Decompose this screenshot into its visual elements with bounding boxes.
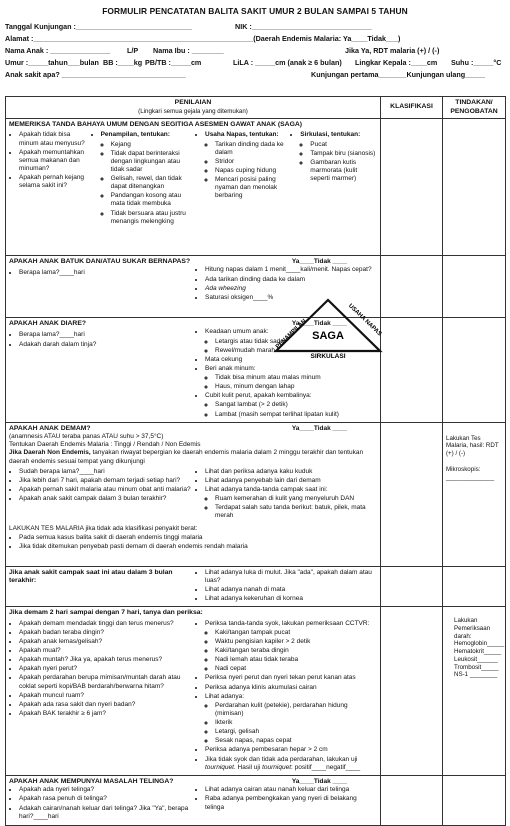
telinga-yatidak[interactable]: Ya____Tidak ____ bbox=[291, 777, 347, 785]
sirkulasi-list bbox=[290, 141, 377, 184]
list-item[interactable]: • Lihat adanya nanah di mata bbox=[205, 586, 377, 594]
telinga-section bbox=[6, 775, 506, 825]
campak-title: Jika anak sakit campak saat ini atau dalam 3 bulan terakhir: bbox=[9, 568, 173, 585]
triangle-right-label: USAHA NAPAS bbox=[346, 302, 382, 337]
hemoglobin-field[interactable]: Hemoglobin_____ bbox=[454, 640, 505, 648]
list-item[interactable]: ◦ Gambaran kutis marmorata (kulit seperti marmer) bbox=[310, 159, 377, 183]
gender-field[interactable]: L/P bbox=[127, 45, 139, 55]
kunjungan-field[interactable]: Kunjungan pertama_______Kunjungan ulang_____ bbox=[311, 69, 486, 79]
klasifikasi-header: KLASIFIKASI bbox=[381, 97, 443, 119]
umur-field[interactable]: Umur :_____tahun___bulan bbox=[5, 57, 99, 67]
campak-tindakan-cell[interactable] bbox=[443, 566, 506, 607]
list-item[interactable]: ◦ Haus, minum dengan lahap bbox=[215, 383, 377, 391]
list-item[interactable]: ◦ Stridor bbox=[215, 158, 286, 166]
triangle-left-label: PENAMPILAN bbox=[274, 317, 308, 350]
saga-klasifikasi-cell[interactable] bbox=[381, 119, 443, 256]
list-item[interactable]: • Lihat adanya kekeruhan di kornea bbox=[205, 595, 377, 603]
list-item[interactable]: ◦ Gelisah, rewel, dan tidak dapat ditenangkan bbox=[111, 175, 191, 191]
list-item[interactable]: ◦ Ikterik bbox=[215, 719, 377, 727]
list-item[interactable]: • Apakah tidak bisa minum atau menyusu? bbox=[19, 131, 87, 147]
list-item[interactable]: ◦ Tidak bisa minum atau malas minum bbox=[215, 374, 377, 382]
form-title: FORMULIR PENCATATAN BALITA SAKIT UMUR 2 BULAN SAMPAI 5 TAHUN bbox=[102, 6, 408, 16]
anak-sakit-field[interactable]: Anak sakit apa? _______________________________ bbox=[5, 69, 186, 79]
list-item[interactable]: ◦ Kaki/tangan teraba dingin bbox=[215, 647, 377, 655]
list-item[interactable]: • Apakah rasa penuh di telinga? bbox=[19, 795, 191, 803]
diare-tindakan-cell[interactable] bbox=[443, 318, 506, 423]
list-item[interactable]: • Apakah anak lemas/gelisah? bbox=[19, 638, 191, 646]
saga-questions bbox=[9, 131, 87, 190]
list-item: • Pada semua kasus balita sakit di daerah endemis tinggi malaria bbox=[19, 534, 377, 542]
list-item: • Lihat adanya tanda-tanda campak saat ini: bbox=[205, 486, 377, 494]
alamat-field[interactable]: Alamat :_______________________________________________________(Daerah Endemis Malaria: Ya____Tidak___) bbox=[5, 33, 401, 43]
list-item[interactable]: • Apakah pernah sakit malaria atau minum obat anti malaria? bbox=[19, 486, 191, 494]
list-item[interactable]: • Mata cekung bbox=[205, 356, 377, 364]
demam-2-7-section bbox=[6, 607, 506, 776]
saga-title: MEMERIKSA TANDA BAHAYA UMUM DENGAN SEGITIGA ASESMEN GAWAT ANAK (SAGA) bbox=[9, 121, 303, 128]
batuk-yatidak[interactable]: Ya____Tidak ____ bbox=[291, 258, 347, 265]
list-item[interactable]: ◦ Perdarahan kulit (petekie), perdarahan hidung (mimisan) bbox=[215, 702, 377, 718]
list-item[interactable]: • Raba adanya pembengkakan yang nyeri di belakang telinga bbox=[205, 795, 377, 811]
usaha-napas-list bbox=[195, 141, 286, 201]
list-item[interactable]: • Lihat adanya penyebab lain dari demam bbox=[205, 477, 377, 485]
list-item[interactable]: ◦ Sesak napas, napas cepat bbox=[215, 737, 377, 745]
mikroskopis-field[interactable]: Mikroskopis: ______________ bbox=[446, 465, 495, 481]
demam-tindakan-cell[interactable] bbox=[443, 422, 506, 566]
batuk-tindakan-cell[interactable] bbox=[443, 256, 506, 318]
triangle-center-label: SAGA bbox=[311, 329, 344, 342]
list-item[interactable]: ◦ Rewel/mudah marah bbox=[215, 347, 377, 355]
diare-klasifikasi-cell[interactable] bbox=[381, 318, 443, 423]
list-item: • Periksa tanda-tanda syok, lakukan pemeriksaan CCTVR: bbox=[205, 620, 377, 628]
list-item[interactable]: ◦ Letargis atau tidak sadar bbox=[215, 338, 377, 346]
rdt-malaria-field[interactable]: Jika Ya, RDT malaria (+) / (-) bbox=[345, 45, 440, 55]
list-item: • Jika tidak ditemukan penyebab pasti demam di daerah endemis rendah malaria bbox=[19, 543, 377, 551]
campak-klasifikasi-cell[interactable] bbox=[381, 566, 443, 607]
demam-2-7-title: Jika demam 2 hari sampai dengan 7 hari, tanya dan periksa: bbox=[9, 609, 203, 617]
batuk-section bbox=[6, 256, 506, 318]
tourniquet-item[interactable]: • Jika tidak syok dan tidak ada perdarahan, lakukan uji tourniquet. Hasil uji tourniquet: positif____negatif____ bbox=[205, 756, 377, 772]
diare-title: APAKAH ANAK DIARE? bbox=[9, 320, 87, 327]
saga-section bbox=[6, 119, 506, 256]
diare-yatidak[interactable]: Ya____Tidak ____ bbox=[291, 320, 347, 327]
list-item[interactable]: • Saturasi oksigen____% bbox=[205, 294, 377, 302]
list-item[interactable]: • Ada wheezing bbox=[205, 285, 377, 293]
list-item[interactable]: • Periksa adanya klinis akumulasi cairan bbox=[205, 684, 377, 692]
list-item[interactable]: • Apakah ada rasa sakit dan nyeri badan? bbox=[19, 701, 191, 709]
list-item[interactable]: • Berapa lama?____hari bbox=[19, 331, 191, 339]
list-item[interactable]: ◦ Sangat lambat (> 2 detik) bbox=[215, 401, 377, 409]
list-item[interactable]: • Sudah berapa lama?____hari bbox=[19, 468, 191, 476]
list-item[interactable]: • Apakah demam mendadak tinggi dan terus menerus? bbox=[19, 620, 191, 628]
list-item[interactable]: • Apakah muncul ruam? bbox=[19, 692, 191, 700]
demam-section bbox=[6, 422, 506, 566]
list-item[interactable]: • Apakah nyeri perut? bbox=[19, 665, 191, 673]
list-item[interactable]: • Apakah pernah kejang selama sakit ini? bbox=[19, 174, 87, 190]
list-item[interactable]: • Apakah badan teraba dingin? bbox=[19, 629, 191, 637]
demam-klasifikasi-cell[interactable] bbox=[381, 422, 443, 566]
list-item[interactable]: ◦ Waktu pengisian kapiler > 2 detik bbox=[215, 638, 377, 646]
bb-field[interactable]: BB :____kg bbox=[103, 57, 143, 67]
list-item[interactable]: • Adakah darah dalam tinja? bbox=[19, 341, 191, 349]
list-item[interactable]: • Ada tarikan dinding dada ke dalam bbox=[205, 276, 377, 284]
penilaian-header: PENILAIAN (Lingkari semua gejala yang ditemukan) bbox=[6, 97, 381, 119]
suhu-field[interactable]: Suhu :_____°C bbox=[451, 57, 502, 67]
list-item[interactable]: ◦ Mencari posisi paling nyaman dan menolak berbaring bbox=[215, 176, 286, 200]
nama-ibu-field[interactable]: Nama Ibu : ________ bbox=[153, 45, 224, 55]
list-item[interactable]: • Apakah anak sakit campak dalam 3 bulan terakhir? bbox=[19, 495, 191, 503]
list-item[interactable]: ◦ Lambat (masih sempat terlihat lipatan kulit) bbox=[215, 411, 377, 419]
demam-2-7-tindakan-cell[interactable] bbox=[443, 607, 506, 776]
list-item[interactable]: • Berapa lama?____hari bbox=[19, 269, 191, 277]
triangle-bottom-label: SIRKULASI bbox=[309, 352, 346, 360]
list-item[interactable]: ◦ Nadi cepat bbox=[215, 665, 377, 673]
leukosit-field[interactable]: Leukosit______ bbox=[454, 655, 498, 663]
pbtb-field[interactable]: PB/TB :_____cm bbox=[145, 57, 202, 67]
saga-tindakan-cell[interactable] bbox=[443, 119, 506, 256]
list-item[interactable]: ◦ Tarikan dinding dada ke dalam bbox=[215, 141, 286, 157]
demam-2-7-klasifikasi-cell[interactable] bbox=[381, 607, 443, 776]
diare-section bbox=[6, 318, 506, 423]
list-item: • Lihat adanya: bbox=[205, 693, 377, 701]
lingkar-kepala-field[interactable]: Lingkar Kepala :____cm bbox=[355, 57, 438, 67]
list-item[interactable]: ◦ Tampak biru (sianosis) bbox=[310, 150, 377, 158]
list-item[interactable]: • Apakah memuntahkan semua makanan dan minuman? bbox=[19, 149, 87, 173]
list-item[interactable]: ◦ Ruam kemerahan di kulit yang menyeluruh DAN bbox=[215, 495, 377, 503]
hematokrit-field[interactable]: Hematokrit_____ bbox=[454, 648, 502, 656]
list-item[interactable]: • Periksa nyeri perut dan nyeri tekan perut kanan atas bbox=[205, 674, 377, 682]
telinga-tindakan-cell[interactable] bbox=[443, 775, 506, 825]
list-item[interactable]: ◦ Tidak bersuara atau justru menangis melengking bbox=[111, 210, 191, 226]
list-item[interactable]: ◦ Kejang bbox=[111, 141, 191, 149]
list-item[interactable]: • Apakah muntah? Jika ya, apakah terus menerus? bbox=[19, 656, 191, 664]
batuk-klasifikasi-cell[interactable] bbox=[381, 256, 443, 318]
list-item[interactable]: ◦ Pucat bbox=[310, 141, 377, 149]
saga-triangle-diagram bbox=[268, 297, 388, 359]
list-item[interactable]: ◦ Kaki/tangan tampak pucat bbox=[215, 629, 377, 637]
campak-section bbox=[6, 566, 506, 607]
list-item[interactable]: ◦ Pandangan kosong atau mata tidak membuka bbox=[111, 192, 191, 208]
list-item[interactable]: • Lihat adanya luka di mulut. Jika "ada", apakah dalam atau luas? bbox=[205, 569, 377, 585]
demam-anamnesis: (anamnesis ATAU teraba panas ATAU suhu > 37,5°C) bbox=[9, 433, 164, 441]
pemeriksaan-darah-label: Lakukan Pemeriksaan darah: bbox=[454, 617, 491, 640]
list-item[interactable]: ◦ Napas cuping hidung bbox=[215, 167, 286, 175]
list-item: • Cubit kulit perut, apakah kembalinya: bbox=[205, 392, 377, 400]
list-item[interactable]: ◦ Letargi, gelisah bbox=[215, 728, 377, 736]
demam-title: APAKAH ANAK DEMAM? bbox=[9, 424, 91, 432]
demam-yatidak[interactable]: Ya____Tidak ____ bbox=[291, 424, 347, 432]
list-item[interactable]: • Jika lebih dari 7 hari, apakah demam terjadi setiap hari? bbox=[19, 477, 191, 485]
list-item[interactable]: • Apakah ada nyeri telinga? bbox=[19, 786, 191, 794]
telinga-title: APAKAH ANAK MEMPUNYAI MASALAH TELINGA? bbox=[9, 777, 174, 785]
list-item: • Keadaan umum anak: bbox=[205, 328, 377, 336]
list-item[interactable]: • Lihat adanya cairan atau nanah keluar dari telinga bbox=[205, 786, 377, 794]
list-item[interactable]: • Lihat dan periksa adanya kaku kuduk bbox=[205, 468, 377, 476]
nama-anak-field[interactable]: Nama Anak : _______________ bbox=[5, 45, 111, 55]
list-item: • Beri anak minum: bbox=[205, 365, 377, 373]
tanggal-field[interactable]: Tanggal Kunjungan :_____________________________ bbox=[5, 21, 192, 31]
nik-field[interactable]: NIK :______________________________ bbox=[235, 21, 372, 31]
list-item[interactable]: • Hitung napas dalam 1 menit____kali/menit. Napas cepat? bbox=[205, 266, 377, 274]
list-item[interactable]: ◦ Tidak dapat berinteraksi dengan lingkungan atau tidak sadar bbox=[111, 150, 191, 174]
tindakan-header: TINDAKAN/ PENGOBATAN bbox=[443, 97, 506, 119]
demam-non-endemis: Jika Daerah Non Endemis, tanyakan riwayat bepergian ke daerah endemis malaria dalam 2 minggu terakhir dan tentukan daerah endemis sesuai tempat yang dikunjungi bbox=[9, 449, 364, 465]
assessment-table bbox=[5, 96, 506, 826]
list-item[interactable]: ◦ Terdapat salah satu tanda berikut: batuk, pilek, mata merah bbox=[215, 504, 377, 520]
triangle-shape bbox=[276, 300, 380, 351]
list-item[interactable]: ◦ Nadi lemah atau tidak teraba bbox=[215, 656, 377, 664]
patient-header bbox=[5, 22, 505, 82]
batuk-title: APAKAH ANAK BATUK DAN/ATAU SUKAR BERNAPAS? bbox=[9, 258, 191, 265]
penampilan-list bbox=[91, 141, 191, 226]
table-header-row bbox=[6, 97, 506, 119]
telinga-klasifikasi-cell[interactable] bbox=[381, 775, 443, 825]
list-item[interactable]: • Adakah cairan/nanah keluar dari telinga? Jika "Ya", berapa hari?____hari bbox=[19, 805, 191, 821]
penampilan-heading: • Penampilan, tentukan: bbox=[101, 131, 191, 139]
demam-endemis: Tentukan Daerah Endemis Malaria : Tinggi / Rendah / Non Edemis bbox=[9, 441, 201, 449]
lila-field[interactable]: LiLA : _____cm (anak ≥ 6 bulan) bbox=[233, 57, 342, 67]
malaria-rdt-field[interactable]: Lakukan Tes Malaria, hasil: RDT (+) / (-) bbox=[446, 434, 499, 458]
usaha-napas-heading: • Usaha Napas, tentukan: bbox=[205, 131, 286, 139]
ns1-field[interactable]: NS-1 ________ bbox=[454, 671, 498, 679]
list-item[interactable]: • Apakah BAK terakhir ≥ 6 jam? bbox=[19, 710, 191, 718]
malaria-test-note: LAKUKAN TES MALARIA jika tidak ada klasifikasi penyakit berat: bbox=[9, 525, 198, 533]
sirkulasi-heading: • Sirkulasi, tentukan: bbox=[300, 131, 377, 139]
list-item[interactable]: • Apakah mual? bbox=[19, 647, 191, 655]
list-item[interactable]: • Apakah perdarahan berupa mimisan/muntah darah atau coklat seperti kopi/BAB berdarah/berwarna hitam? bbox=[19, 674, 191, 690]
trombosit-field[interactable]: Trombosit_____ bbox=[454, 663, 499, 671]
list-item[interactable]: • Periksa adanya pembesaran hepar > 2 cm bbox=[205, 746, 377, 754]
